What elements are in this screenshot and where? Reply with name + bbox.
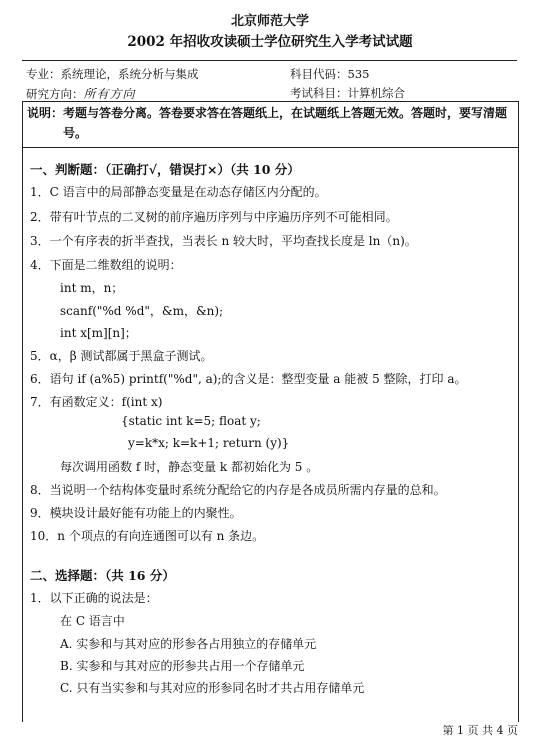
q1-7-note: 每次调用函数 f 时，静态变量 k 都初始化为 5 。: [60, 460, 319, 474]
q1-8: 8．当说明一个结构体变量时系统分配给它的内存是各成员所需内存量的总和。: [30, 483, 446, 497]
subject-value: 计算机综合: [347, 86, 405, 100]
major-row: [26, 66, 199, 82]
q1-4: 4．下面是二维数组的说明：: [30, 258, 182, 272]
option-c: C. 只有当实参和与其对应的形参同名时才共占用存储单元: [60, 681, 365, 695]
page-number: 第 1 页 共 4 页: [442, 724, 518, 737]
code-row: [290, 66, 369, 82]
option-b: B. 实参和与其对应的形参共占用一个存储单元: [60, 659, 305, 673]
q1-7: 7．有函数定义：f(int x): [30, 395, 163, 409]
subject-row: [290, 85, 405, 101]
q2-1: 1．以下正确的说法是：: [30, 591, 158, 605]
direction-row: [26, 85, 136, 102]
notice-text-1: 考题与答卷分离。答卷要求答在答题纸上，在试题纸上答题无效。答题时，要写清题: [63, 106, 508, 120]
notice-label: 说明：: [27, 106, 64, 120]
exam-title: 2002 年招收攻读硕士学位研究生入学考试试题: [127, 34, 413, 50]
subject-label: 考试科目：: [290, 86, 348, 100]
code-label: 科目代码：: [290, 67, 348, 81]
university-name: 北京师范大学: [230, 14, 309, 29]
q1-10: 10．n 个项点的有向连通图可以有 n 条边。: [30, 529, 265, 543]
q1-6: 6．语句 if (a%5) printf("%d", a);的含义是：整型变量 a 能被 5 整除，打印 a。: [30, 372, 467, 386]
code7-line-1: {static int k=5; float y;: [121, 414, 261, 428]
code7-line-2: y=k*x; k=k+1; return (y)}: [128, 436, 290, 450]
q1-3: 3．一个有序表的折半查找，当表长 n 较大时，平均查找长度是 ln（n)。: [30, 234, 417, 248]
notice-rule: [22, 147, 519, 148]
major-label: 专业：: [26, 67, 61, 81]
q1-5: 5．α，β 测试都属于黑盒子测试。: [30, 349, 213, 363]
notice-line-1: [27, 104, 507, 121]
major-value: 系统理论，系统分析与集成: [60, 67, 199, 81]
code4-line-2: scanf("%d %d"，&m，&n);: [60, 304, 224, 318]
notice-line-2: 号。: [63, 126, 88, 140]
q1-1: 1．C 语言中的局部静态变量是在动态存储区内分配的。: [30, 185, 327, 199]
code4-line-3: int x[m][n]；: [60, 326, 137, 340]
option-a: A. 实参和与其对应的形参各占用独立的存储单元: [60, 637, 317, 651]
section1-title: 一、判断题：（正确打√，错误打×）（共 10 分）: [30, 162, 300, 177]
direction-value: 所有方向: [83, 87, 136, 101]
q1-2: 2．带有叶节点的二叉树的前序遍历序列与中序遍历序列不可能相同。: [30, 210, 398, 224]
direction-label: 研究方向：: [26, 87, 84, 101]
q1-9: 9．模块设计最好能有功能上的内聚性。: [30, 506, 242, 520]
q2-1-sub: 在 C 语言中: [60, 614, 125, 628]
section2-title: 二、选择题：（共 16 分）: [30, 568, 175, 583]
code4-line-1: int m，n；: [60, 281, 124, 295]
top-rule: [22, 60, 517, 61]
code-value: 535: [347, 67, 370, 81]
